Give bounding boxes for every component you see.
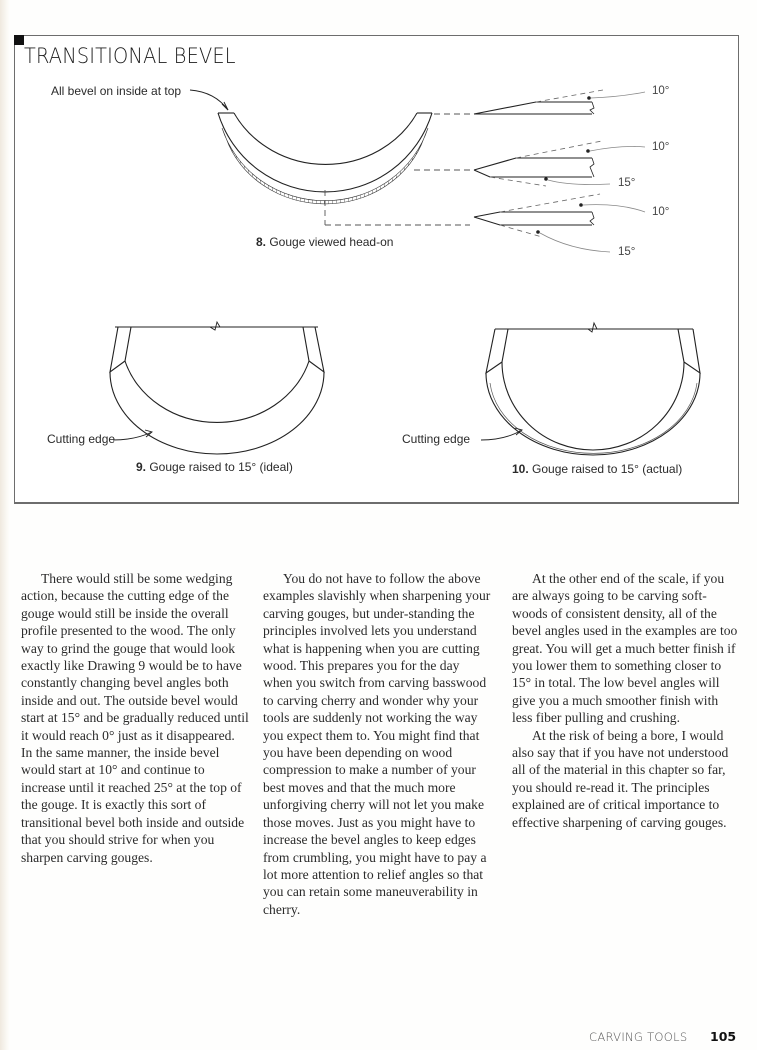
callout-cutting-edge-10: Cutting edge — [402, 432, 471, 446]
figure-title: TRANSITIONAL BEVEL — [24, 44, 236, 68]
body-column-3 — [512, 570, 740, 831]
gouge-outer-arc — [218, 113, 432, 192]
callout-all-bevel-inside: All bevel on inside at top — [51, 84, 182, 98]
body-column-2 — [263, 570, 491, 918]
angle-label-profile-3-inside: 10° — [652, 206, 670, 218]
drawing-9-gouge-ideal — [110, 322, 324, 454]
caption-number: 9. — [136, 460, 147, 474]
caption-text: Gouge raised to 15° (ideal) — [146, 460, 293, 474]
projection-lines — [325, 114, 474, 225]
outer-cutting-edge — [486, 373, 700, 455]
page-number: 105 — [710, 1029, 737, 1044]
bevel-profile-1 — [474, 90, 645, 114]
caption-number: 8. — [256, 235, 267, 249]
caption-number: 10. — [512, 462, 529, 476]
caption-drawing-10 — [512, 462, 682, 476]
angle-label-profile-1-inside: 10° — [652, 85, 670, 97]
angle-label-profile-2-inside: 10° — [652, 141, 670, 153]
caption-text: Gouge viewed head-on — [266, 235, 394, 249]
angle-label-profile-3-outside: 15° — [618, 246, 636, 258]
paragraph: There would still be some wedging action, because the cutting edge of the gouge would still be inside the overall profile presented to the wood. The only way to grind the gouge that would look exactly like Drawing 9 would be to have constantly changing bevel angles both inside and out. The outside bevel would start at 15° and be gradually reduced until it would reach 0° just as it disappeared. In the same manner, the inside bevel would start at 10° and continue to increase until it reached 25° at the top of the gouge. It is exactly this sort of transitional bevel both inside and outside that you should strive for when you sharpen carving gouges. — [21, 571, 249, 865]
drawing-8-gouge-head-on — [190, 90, 432, 204]
callout-arrow — [190, 90, 228, 110]
paragraph: You do not have to follow the above examples slavishly when sharpening your carving gouges, but under-standing the principles involved lets you understand what is happening when you are cutting wood. This prepares you for the day when you switch from carving basswood to carving cherry and wonder why your tools are suddenly not working the way you expect them to. You might find that you have been depending on wood compression to make a number of your best moves and that the much more unforgiving cherry will not let you make those moves. Just as you might have to increase the bevel angles to keep edges from crumbling, you might have to pay a lot more attention to relief angles so that you can retain some maneuverability in cherry. — [263, 571, 491, 917]
caption-text: Gouge raised to 15° (actual) — [528, 462, 683, 476]
body-column-1 — [21, 570, 249, 866]
angle-label-profile-2-outside: 15° — [618, 177, 636, 189]
caption-drawing-9 — [136, 460, 293, 474]
gouge-inner-arc — [234, 113, 417, 164]
bevel-profile-3 — [474, 194, 645, 252]
secondary-bevel — [490, 383, 697, 453]
caption-drawing-8 — [256, 235, 393, 249]
drawing-10-gouge-actual — [481, 323, 700, 455]
inner-edge — [125, 361, 309, 422]
paragraph: At the risk of being a bore, I would also say that if you have not understood all of the material in this chapter so far, you should re-read it. The principles explained are of critical importance to effective sharpening of carving gouges. — [512, 727, 729, 830]
callout-cutting-edge-9: Cutting edge — [47, 432, 116, 446]
paragraph: At the other end of the scale, if you are always going to be carving soft-woods of consistent density, all of the bevel angles used in the examples are too great. You will get a much better finish if you lower them to something closer to 15° in total. The low bevel angles will give you a much smoother finish with less fiber pulling and crushing. — [512, 571, 738, 726]
cutting-edge-arrow — [481, 430, 522, 440]
outer-cutting-edge — [110, 372, 324, 454]
running-footer-section: CARVING TOOLS — [589, 1030, 688, 1044]
